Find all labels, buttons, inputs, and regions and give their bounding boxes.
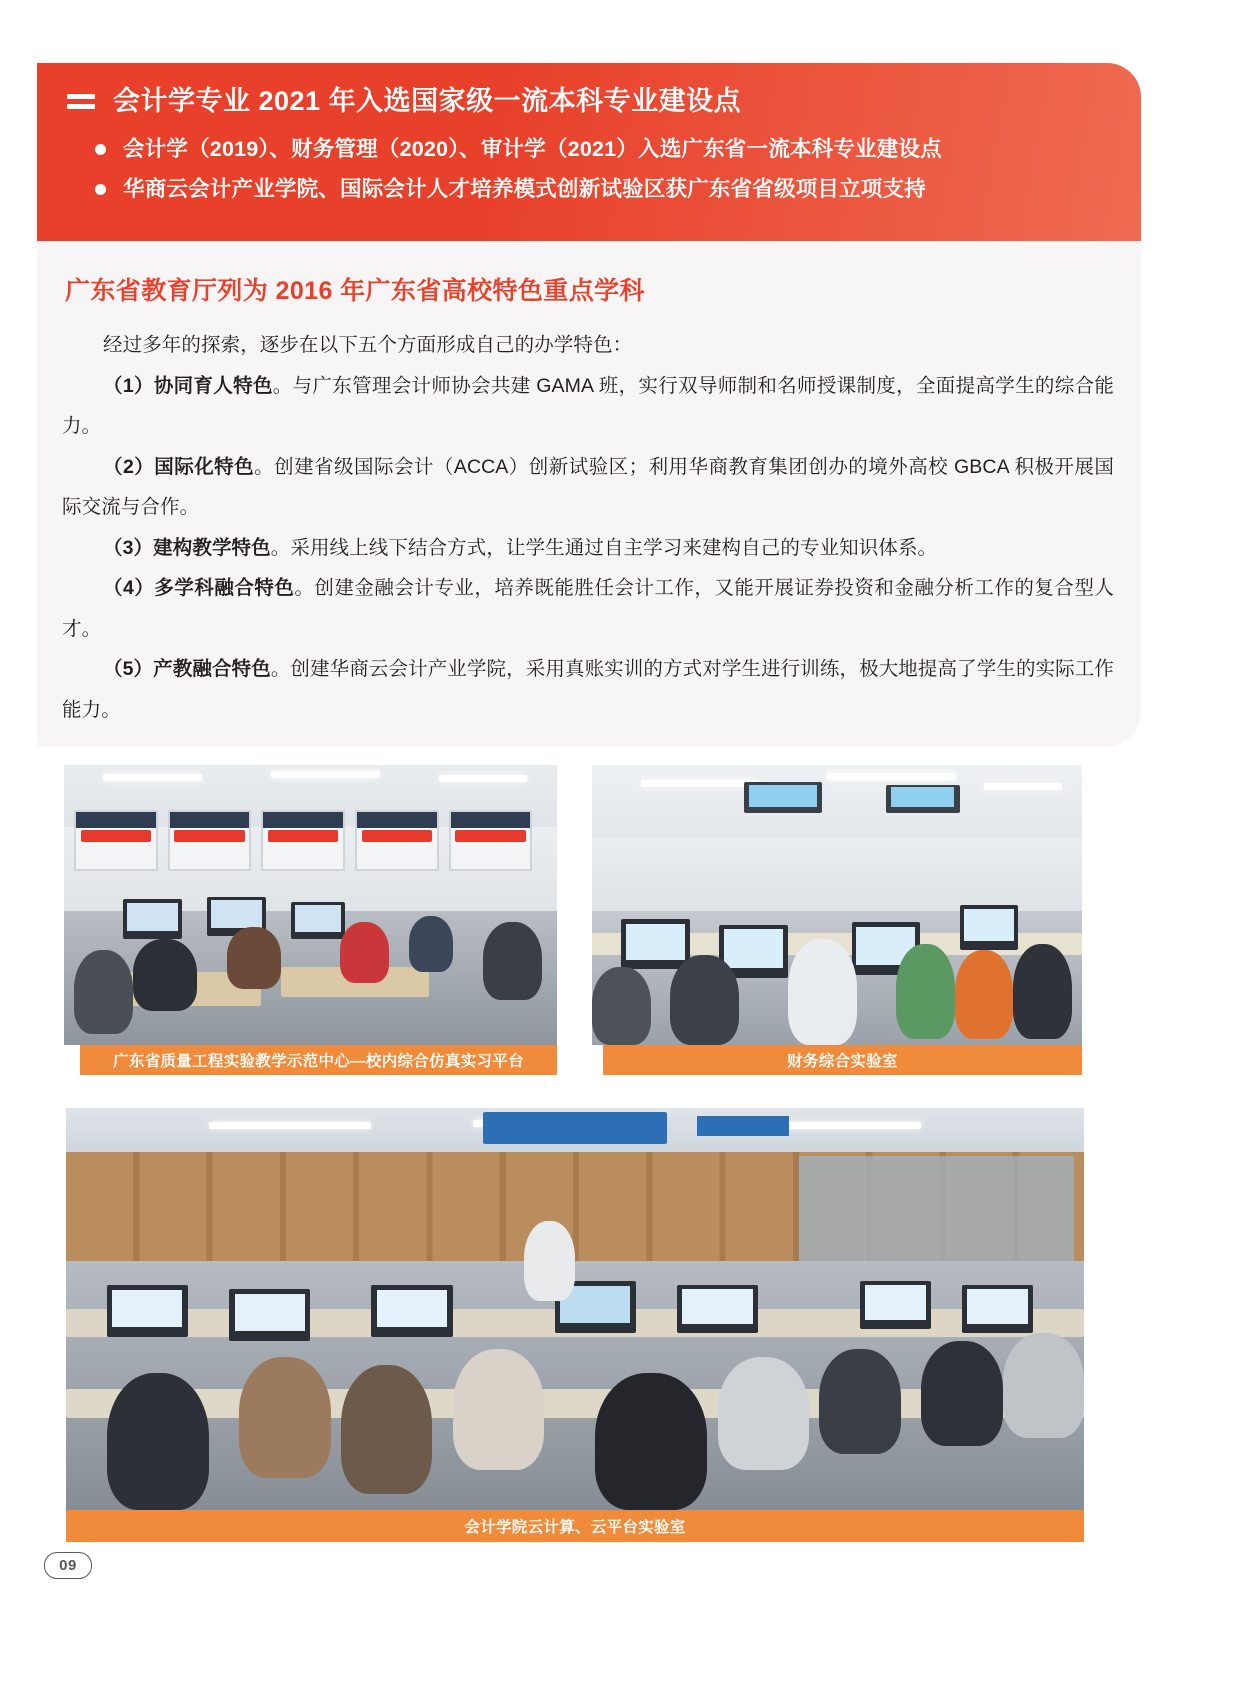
bullet-dot-icon xyxy=(95,144,106,155)
intro-paragraph: 经过多年的探索，逐步在以下五个方面形成自己的办学特色： xyxy=(103,334,633,356)
feature-label-2: （2）国际化特色 xyxy=(103,455,255,478)
section-body xyxy=(62,325,1114,730)
photo-cloud-lab xyxy=(66,1108,1084,1510)
banner-bullet-item xyxy=(69,173,1111,206)
feature-paragraph-4 xyxy=(62,568,1114,649)
secondary-screen xyxy=(697,1116,789,1136)
feature-label-4: （4）多学科融合特色 xyxy=(103,577,295,600)
banner-bullet-text: 会计学（2019）、财务管理（2020）、审计学（2021）入选广东省一流本科专业建设点 xyxy=(123,137,942,162)
feature-text-2: 。创建省级国际会计（ACCA）创新试验区；利用华商教育集团创办的境外高校 GBCA 积极开展国际交流与合作。 xyxy=(62,455,1114,519)
banner-title-row xyxy=(63,85,1111,117)
feature-paragraph-5 xyxy=(62,649,1114,730)
highlight-banner xyxy=(37,63,1141,241)
equals-icon xyxy=(67,90,97,112)
page-number: 09 xyxy=(44,1552,92,1579)
photo-scene xyxy=(66,1108,1084,1510)
photo-scene xyxy=(592,765,1082,1045)
feature-label-5: （5）产教融合特色 xyxy=(103,658,271,681)
feature-paragraph-3 xyxy=(62,528,1114,569)
feature-text-1: 。与广东管理会计师协会共建 GAMA 班，实行双导师制和名师授课制度，全面提高学生的综合能力。 xyxy=(62,374,1114,438)
photo-caption-3: 会计学院云计算、云平台实验室 xyxy=(66,1510,1084,1542)
banner-title: 会计学专业 2021 年入选国家级一流本科专业建设点 xyxy=(113,86,742,116)
feature-label-3: （3）建构教学特色 xyxy=(103,536,271,559)
feature-paragraph-2 xyxy=(62,447,1114,528)
feature-text-3: 。采用线上线下结合方式，让学生通过自主学习来建构自己的专业知识体系。 xyxy=(270,536,938,559)
photo-scene xyxy=(64,765,557,1045)
photo-finance-lab xyxy=(592,765,1082,1045)
feature-paragraph-1 xyxy=(62,366,1114,447)
banner-bullet-text: 华商云会计产业学院、国际会计人才培养模式创新试验区获广东省省级项目立项支持 xyxy=(123,176,926,201)
projector-screen xyxy=(483,1112,666,1144)
ceiling xyxy=(592,765,1082,849)
feature-text-4: 。创建金融会计专业，培养既能胜任会计工作，又能开展证券投资和金融分析工作的复合型人才。 xyxy=(62,577,1114,640)
photo-caption-1: 广东省质量工程实验教学示范中心—校内综合仿真实习平台 xyxy=(80,1045,557,1075)
banner-bullet-item xyxy=(69,133,1111,166)
photo-simulation-platform xyxy=(64,765,557,1045)
section-heading: 广东省教育厅列为 2016 年广东省高校特色重点学科 xyxy=(65,277,645,305)
banner-bullet-list xyxy=(69,133,1111,206)
window xyxy=(799,1156,1074,1261)
feature-text-5: 。创建华商云会计产业学院，采用真账实训的方式对学生进行训练，极大地提高了学生的实际工作能力。 xyxy=(62,658,1114,721)
photo-caption-2: 财务综合实验室 xyxy=(603,1045,1082,1075)
bullet-dot-icon xyxy=(95,184,106,195)
feature-label-1: （1）协同育人特色 xyxy=(103,374,273,397)
